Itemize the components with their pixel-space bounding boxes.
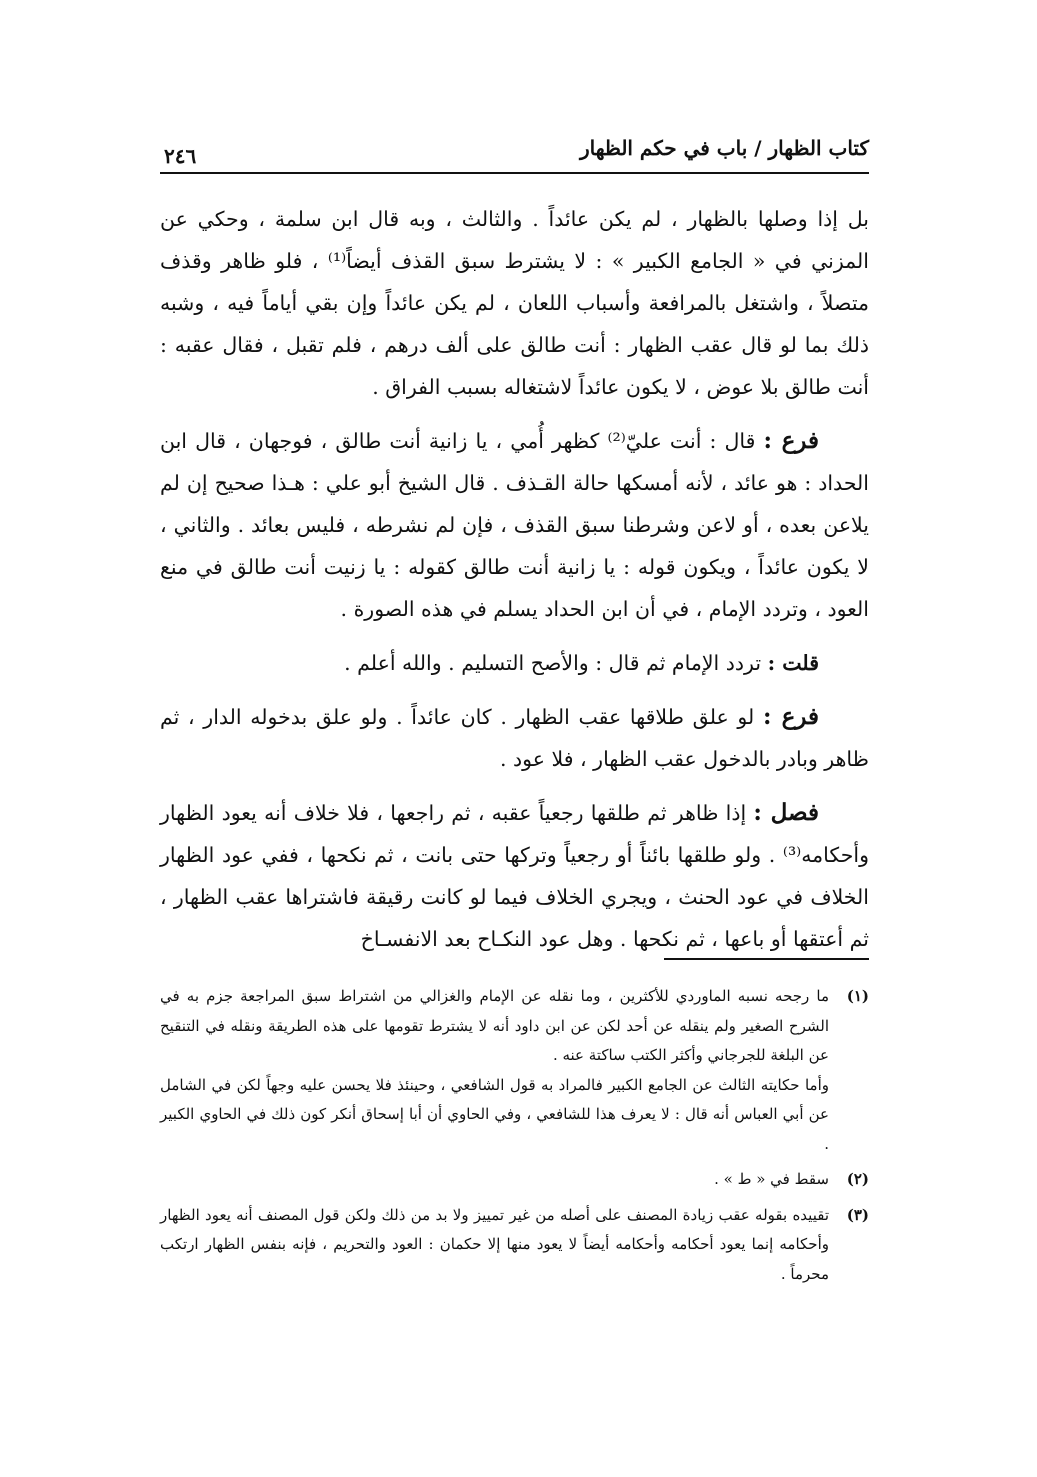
footnote-2-number: (٢) (846, 1170, 869, 1188)
paragraph-2 (160, 420, 869, 630)
footnote-3 (160, 1201, 869, 1290)
footnote-1-para-b: وأما حكايته الثالث عن الجامع الكبير فالمراد به قول الشافعي ، وحينئذ فلا يحسن عليه وجهاً لكن في الشامل عن أبي العباس أنه قال : لا يعرف هذا للشافعي ، وفي الحاوي أن أبا إسحاق أنكر كون ذلك في الحاوي الكبير . (160, 1075, 829, 1153)
paragraph-4 (160, 696, 869, 780)
main-text (160, 198, 869, 972)
paragraph-1 (160, 198, 869, 408)
paragraph-3 (160, 642, 869, 684)
footnote-divider (664, 958, 869, 960)
page-number: ٢٤٦ (164, 144, 197, 168)
footnotes (160, 982, 869, 1295)
paragraph-2-text: قال : أنت عليّ⁽²⁾ كظهر أُمي ، يا زانية أنت طالق ، فوجهان ، قال ابن الحداد : هو عائد ، لأنه أمسكها حالة القـذف . قال الشيخ أبو علي : هـذا صحيح إن لم يلاعن بعده ، أو لاعن وشرطنا سبق القذف ، فإن لم نشرطه ، فليس بعائد . والثاني ، لا يكون عائداً ، ويكون قوله : يا زانية أنت طالق كقوله : يا زنيت أنت طالق في منع العود ، وتردد الإمام ، في أن ابن الحداد يسلم في هذه الصورة . (160, 429, 869, 621)
running-title: كتاب الظهار / باب في حكم الظهار (579, 136, 869, 160)
footnote-3-number: (٣) (846, 1205, 869, 1224)
far-heading: فرع : (763, 427, 819, 454)
paragraph-1-text: بل إذا وصلها بالظهار ، لم يكن عائداً . والثالث ، وبه قال ابن سلمة ، وحكي عن المزني في « الجامع الكبير » : لا يشترط سبق القذف أيضاً⁽¹⁾ ، فلو ظاهر وقذف متصلاً ، واشتغل بالمرافعة وأسباب اللعان ، لم يكن عائداً وإن بقي أياماً فيه ، وشبه ذلك بما لو قال عقب الظهار : أنت طالق على ألف درهم ، فلم تقبل ، فقال عقبه : أنت طالق بلا عوض ، لا يكون عائداً لاشتغاله بسبب الفراق . (160, 207, 869, 399)
running-header (160, 132, 869, 174)
footnote-2-body: سقط في « ط » . (714, 1170, 829, 1188)
footnote-1 (160, 982, 869, 1159)
paragraph-3-text: تردد الإمام ثم قال : والأصح التسليم . والله أعلم . (344, 651, 762, 675)
qultu-heading: قلت : (767, 651, 819, 675)
footnote-1-para-a: ما رجحه نسبه الماوردي للأكثرين ، وما نقله عن الإمام والغزالي من اشتراط سبق المراجعة جزم به في الشرح الصغير ولم ينقله عن أحد لكن عن ابن داود أنه لا يشترط تقومها على هذه الطريقة ونقله في التنقيح عن البلغة للجرجاني وأكثر الكتب ساكتة عنه . (160, 987, 829, 1064)
footnote-2 (160, 1165, 869, 1195)
footnote-3-body: تقييده بقوله عقب زيادة المصنف على أصله من غير تمييز ولا بد من ذلك ولكن قول المصنف أنه يعود الظهار وأحكامه إنما يعود أحكامه وأحكامه أيضاً لا يعود منها إلا حكمان : العود والتحريم ، فإنه بنفس الظهار ارتكب محرماً . (160, 1205, 829, 1283)
far-heading-2: فرع : (762, 703, 819, 730)
paragraph-5 (160, 792, 869, 960)
footnote-1-body (160, 982, 829, 1159)
paragraph-4-text: لو علق طلاقها عقب الظهار . كان عائداً . ولو علق بدخوله الدار ، ثم ظاهر وبادر بالدخول عقب الظهار ، فلا عود . (160, 705, 869, 771)
paragraph-5-text: إذا ظاهر ثم طلقها رجعياً عقبه ، ثم راجعها ، فلا خلاف أنه يعود الظهار وأحكامه⁽³⁾ . ولو طلقها بائناً أو رجعياً وتركها حتى بانت ، ثم نكحها ، ففي عود الظهار الخلاف في عود الحنث ، ويجري الخلاف فيما لو كانت رقيقة فاشتراها عقب الظهار ، ثم أعتقها أو باعها ، ثم نكحها . وهل عود النكـاح بعد الانفسـاخ (160, 801, 869, 951)
fasl-heading: فصل : (753, 799, 819, 826)
footnote-1-number: (١) (846, 987, 869, 1005)
